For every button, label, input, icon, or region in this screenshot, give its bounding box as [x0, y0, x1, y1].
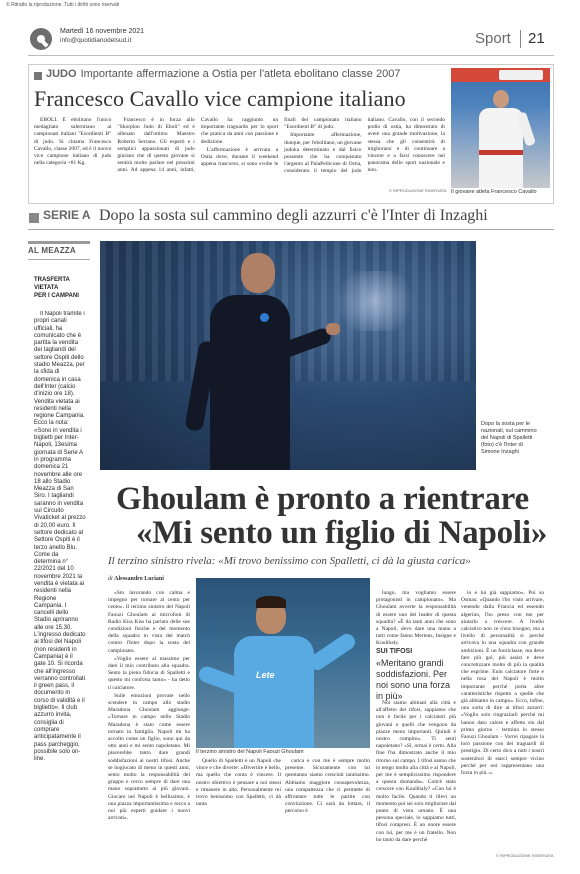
article-column-1: [108, 590, 190, 860]
judo-title: Francesco Cavallo vice campione italiano: [34, 86, 406, 111]
byline-author: Alessandro Luciani: [114, 576, 164, 582]
coach-tracksuit: [210, 295, 290, 470]
seriea-rule: [28, 229, 554, 230]
judo-athlete-photo: [451, 68, 550, 188]
article-title-line2: «Mi sento un figlio di Napoli»: [136, 515, 548, 551]
judo-kicker: [46, 68, 400, 80]
judo-paragraph: L'affermazione è arrivata a Ostia dove, durante il weekend appena trascorso, si sono svolte le finali del campionato italiano "Esordienti B" di judo.: [200, 117, 362, 168]
judo-photo-caption: Il giovane atleta Francesco Cavallo: [451, 189, 537, 195]
article-paragraph: Quello di Spalletti è un Napoli che vince e che diverte: «Divertire è bello, ma quello che conta è vincere. Il nostro obiettivo è pensare a noi stessi e rimanere in alto. Personalmente mi trovo benissimo con Spalletti, ci dà tanta: [196, 758, 281, 808]
section-bullet-icon: [34, 72, 42, 80]
article-paragraph: io e lui già sappiamo». Poi su Osmas: «Quando l'ho visto arrivare, venendo dalla Francia ed essendo algerino, l'ho preso con me per aiutarlo a crescere. A livello calcistico non ce n'era bisogno, ma a livello di personalità si perché arrivava in una squadra con grande ambizioni. È un fuoriclasse, ma deve fare più gol, più assist e deve concretizzare molto di più la qualità che esprime. Euin calciatore forte e nella rosa del Napoli è molto importante perché porta altre caratteristiche rispetto a quelle che già abbiamo in campo». Ecco, infine, una sorta di dire ai tifosi azzurri: «Voglio solo ringraziarli perché mi hanno dato calore e affetto sin dal primo giorno - termina lo stesso Faouzi Ghoulam - Vorrei ripagare la loro passione con dei traguardi di prestigio. Di certo dico a tutti i nostri sostenitori di starci sempre vicino perché per noi rappresentano una forza in più..».: [461, 590, 544, 777]
player-photo-caption: Il terzino sinistro del Napoli Faouzi Ghoulam: [196, 749, 304, 755]
jersey-sponsor: Lete: [256, 670, 275, 680]
judo-headline: Importante affermazione a Ostia per l'atleta ebolitano classe 2007: [80, 68, 401, 80]
sidebar-heading: [34, 276, 79, 300]
coach-head: [241, 253, 275, 293]
judo-kicker-label: JUDO: [46, 68, 77, 80]
sidebar-heading-line: TRASFERTA: [34, 277, 70, 283]
player-photo: [196, 578, 370, 748]
coach-photo-caption: Dopo la sosta per le nazionali, sul cammino del Napoli di Spalletti (foto) c'è l'Inter di Simone Inzaghi: [481, 421, 537, 455]
sidebar-heading-line: VIETATA: [34, 285, 59, 291]
sidebar-body: [34, 311, 86, 869]
judo-paragraph: Francesco è in forza allo "Skorpion Judo di Eboli" ed è allenato dall'ottimo Maestro Roberto Serrano. Gli esperti e i semplici appassionati di judo giurano che di questo giovane si sentirà molto parlare nei prossimi anni. Ad appena 14 anni, infatti, Cavallo ha raggiunto un importante traguardo per lo sport che pratica da anni con passione e dedizione.: [117, 117, 279, 174]
article-paragraph: «Voglio essere al massimo per dare il mio contributo alla squadra. Sento la piena fiducia di Spalletti e questo mi conforta tanto» - ha detto il calciatore.: [108, 655, 190, 691]
section-bullet-icon: [29, 213, 39, 223]
pull-quote-label: SUI TIFOSI: [376, 648, 413, 655]
copyright-notice: © Ritratto la riproduzione. Tutti i diritti sono riservati: [6, 2, 120, 8]
article-title-line1: Ghoulam è pronto a rientrare: [116, 481, 529, 517]
photo-banner-logo: [499, 70, 543, 80]
article-paragraph: «Sto lavorando con calma e impegno per tornare al cento per cento». Il terzino sinistro del Napoli Faouzi Ghoulam ai microfoni di Radio Kiss Kiss ha parlato delle sue condizioni fisiche e del momento della squadra in vista del match contro l'Inter dopo la sosta del campionato.: [108, 590, 190, 654]
sidebar-title: AL MEAZZA: [28, 246, 76, 255]
athlete-belt: [479, 150, 523, 155]
section-name: Sport: [475, 30, 511, 47]
article-column-4b: [376, 700, 456, 868]
article-column-5: [461, 590, 544, 810]
club-badge-icon: [260, 313, 269, 322]
athlete-head: [493, 90, 509, 108]
article-byline: [108, 576, 164, 582]
stadium-lights: [330, 271, 420, 331]
article-paragraph: lungo, ma vogliamo essere protagonisti in campionato». Ma Ghoulam avverte la responsabilità di essere uno dei leader di questa squadra? «È da tanti anni che sono a Napoli, devo dare una mano a tutti come fanno Mertens, Insigne e Koulibaly.: [376, 590, 456, 646]
judo-paragraph: EBOLI. È ebolitano l'unico medagliato salernitano ai campionati italiani "Esordienti B" di judo. Si chiama Francesco Cavallo, classe 2007, ed è il nuovo vice campione italiano di judo nella categoria +81 Kg.: [34, 117, 112, 167]
header-rule: [28, 55, 554, 56]
header-date: Martedì 16 novembre 2021: [60, 28, 145, 35]
seriea-title: Dopo la sosta sul cammino degli azzurri c'è l'Inter di Inzaghi: [99, 207, 488, 224]
article-subtitle: Il terzino sinistro rivela: «Mi trovo benissimo con Spalletti, ci dà la giusta carica»: [108, 555, 471, 567]
sidebar-paragraph: Il Napoli tramite i propri canali ufficiali, ha comunicato che è partita la vendita dei tagliandi del settore Ospiti dello stadio Meazza, per la sfida di domenica in casa dell'Inter (calcio d'inizio ore 18). Vendita vietata ai residenti nella regione Campania. Ecco la nota: «Sono in vendita i biglietti per Inter-Napoli, 13esima giornata di Serie A in programma domenica 21 novembre alle ore 18 allo Stadio Meazza di San Siro. I tagliandi saranno in vendita sul Circuito Vivaticket al prezzo di 20,00 euro. Il settore dedicato al Settore Ospiti è il terzo anello Blu. Come da determina n° 22/2021 del 10 novembre 2021 la vendita è vietata ai residenti nella Regione Campania. I cancelli dello Stadio apriranno alle ore 15.30. L'ingresso dedicato ai tifosi del Napoli (non residenti in Campania) è il gate 10. Si ricorda che all'ingresso verranno controllati il green pass, il documento in corso di validità e il biglietto». Il club azzurro invita, consiglia di comprare anticipatamente il pass parcheggio, possibile solo on-line.: [34, 311, 86, 763]
sidebar-top-rule: [28, 241, 90, 244]
article-paragraph: Noi siamo abituati alla città e all'affetto dei tifosi, sappiamo che non è facile per i calciatori più giovani e quelli che vengono da piazze meno importanti. Quindi è nostro compito». Ti senti napoletano? «Sì, ormai è certo. Alla fine l'ha dimostrato anche il mio ritorno sul campo. I tifosi sanno che io tengo molto alla città e al Napoli, per me è semplicissimo rispondere a questa domanda». Com'è stato crescere con Koulibaly? «Con lui è molto facile. Quando ti rilevi un momento poi sei solo migliorare dal punto di vista umano. È una persona speciale, lo sappiamo tutti, tifosi compresi. È un onore essere con lui, per me è un fratello. Non ho tanto da dare perché: [376, 700, 456, 843]
article-column-3: [285, 758, 370, 868]
athlete-judogi: [479, 108, 523, 188]
coach-hand: [326, 323, 340, 335]
newspaper-logo-icon: [30, 28, 52, 50]
header-email: info@quotidianodelsud.it: [60, 37, 132, 44]
player-hair: [256, 596, 286, 608]
article-paragraph: Sulle emozioni provate nello scendere in campo allo stadio Maradona Ghoulam aggiunge: «Tornare in campo nello Stadio Maradona è stato come essere tornato in famiglia. Napoli mi ha accolto come un figlio, sono qui da otto anni e mi sento napoletano. Mi piacerebbe tanto dare grandi soddisfazioni ai nostri tifosi. Anche se hogiocato di meno in questi anni, sento molto la responsabilità del gruppo e cerco sempre di dare una mano soprattutto ai più giovani. Giocare nel Napoli è bellissimo, è una piazza importantissima e tocca a noi più esperti guidare i nuovi arrivati».: [108, 692, 190, 822]
article-paragraph: carica e con me è sempre molto presente. Sicuramente con lui questanno siamo cresciuti tantissimo. Abbiamo maggiore consapevolezza, una compattezza che ci permette di affrontare tutte le partite con convinzione. Ci sarà da lottare, il percorso è: [285, 758, 370, 815]
judo-rights: © RIPRODUZIONE RISERVATA: [389, 188, 447, 193]
article-rights: © RIPRODUZIONE RISERVATA: [496, 853, 554, 858]
byline-prefix: di: [108, 576, 113, 582]
sidebar-heading-line: PER I CAMPANI: [34, 293, 79, 299]
player-jersey: [234, 636, 314, 748]
coach-photo: [100, 241, 476, 470]
judo-paragraph: Importante affermazione, dunque, per l'ebolitano, un giovane judoka determinato e dal fisico possente che ha conquistato l'argento al PalaPellicone di Ostia, considerato il tempio del judo italiano. Cavallo, con il secondo podio di ostia, ha dimostrato di avere una grande motivazione, la stessa che gli consentirà di migliorarsi e di continuare a vincere e a farsi conoscere nel panorama dello sport nazionale e non.: [284, 117, 445, 175]
header-divider: [520, 30, 521, 48]
seriea-kicker: SERIE A: [43, 208, 91, 222]
judo-body: [34, 117, 445, 199]
sidebar-title-rule: [28, 259, 90, 260]
article-column-4: [376, 590, 456, 646]
page-number: 21: [528, 30, 545, 47]
pull-quote: «Meritano grandi soddisfazioni. Per noi sono una forza in più»: [376, 658, 451, 701]
article-column-2: [196, 758, 281, 868]
